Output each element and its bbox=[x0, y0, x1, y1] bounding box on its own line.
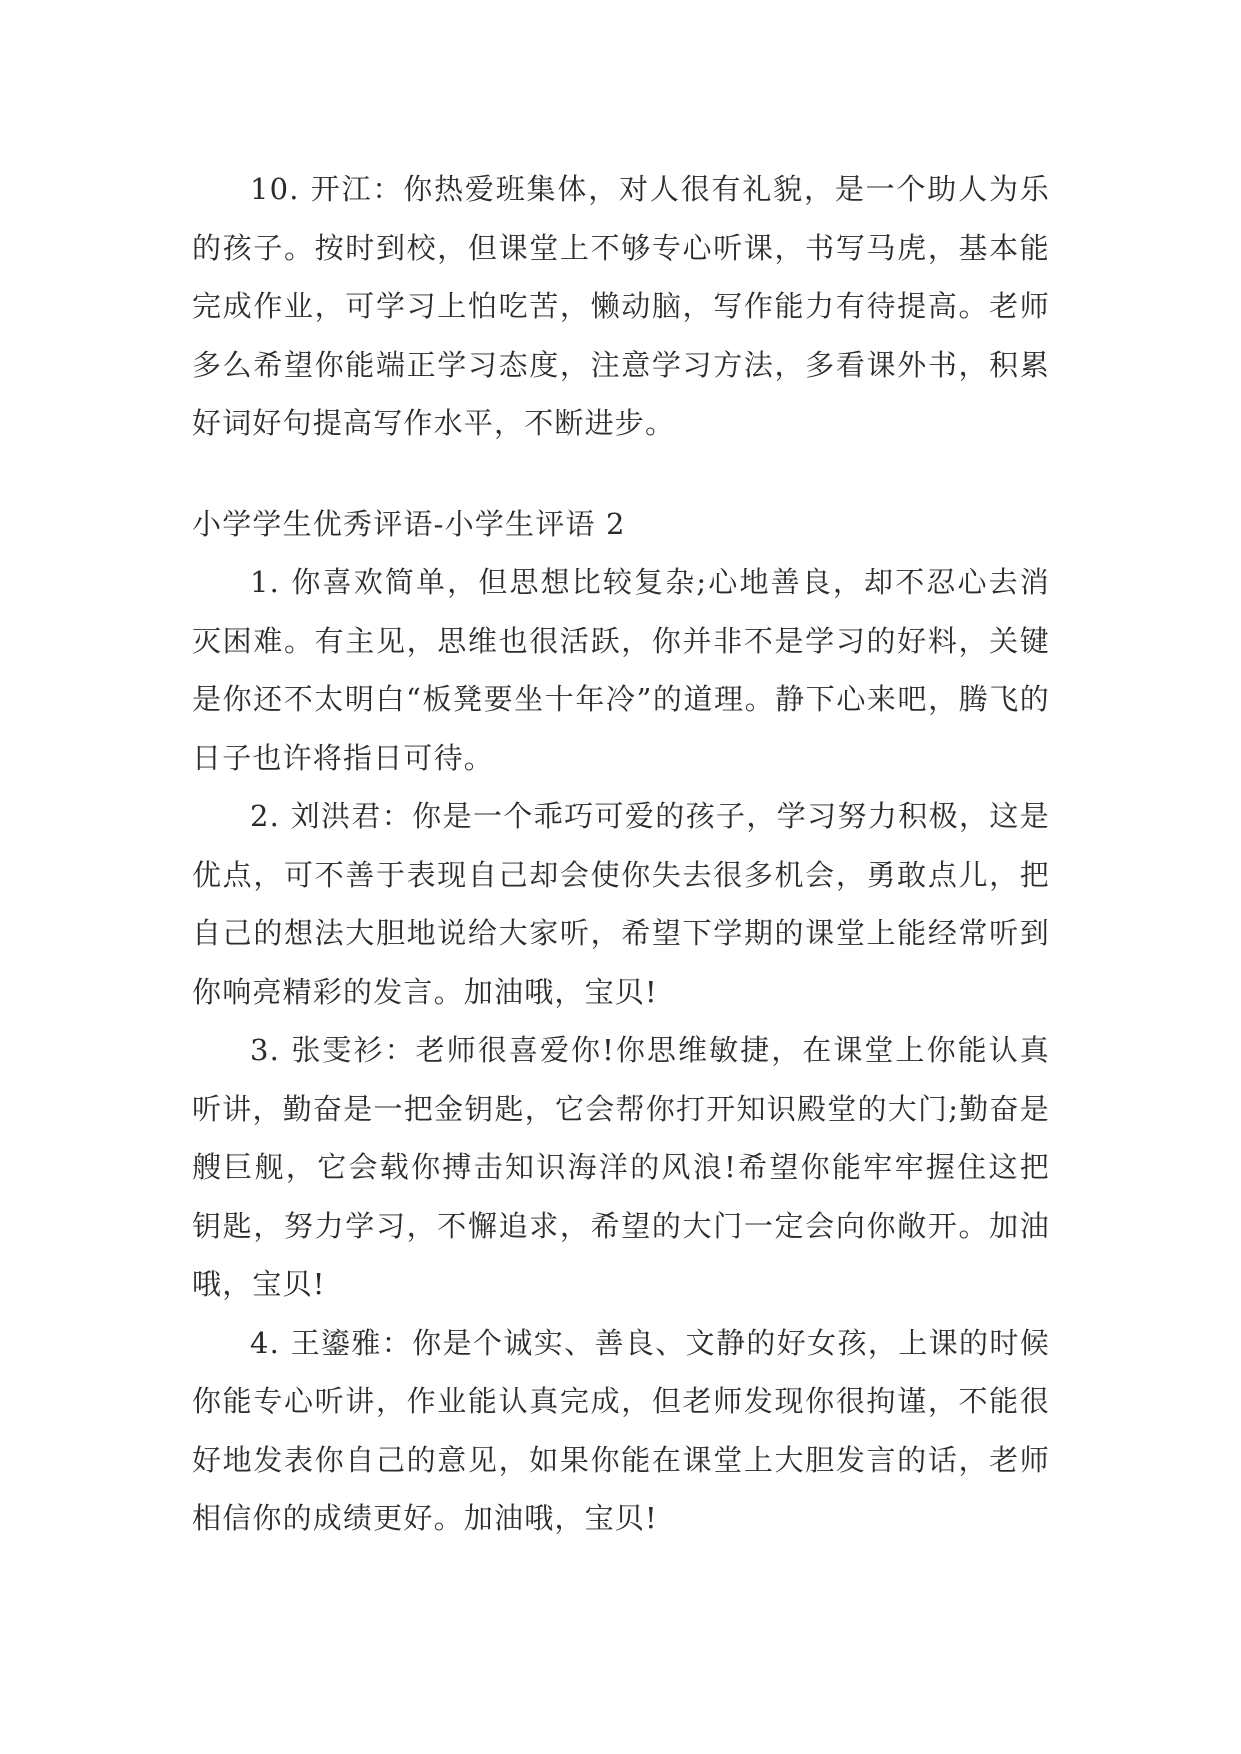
paragraph-4-wang-liuya: 4. 王鎏雅：你是个诚实、善良、文静的好女孩，上课的时候你能专心听讲，作业能认真完成，但老师发现你很拘谨，不能很好地发表你自己的意见，如果你能在课堂上大胆发言的话，老师相信你的成绩更好。加油哦，宝贝! bbox=[192, 1325, 1050, 1535]
document-page bbox=[192, 160, 1050, 1548]
section-heading: 小学学生优秀评语-小学生评语 2 bbox=[192, 506, 626, 541]
paragraph-2-liu-hongjun: 2. 刘洪君：你是一个乖巧可爱的孩子，学习努力积极，这是优点，可不善于表现自己却会使你失去很多机会，勇敢点儿，把自己的想法大胆地说给大家听，希望下学期的课堂上能经常听到你响亮精彩的发言。加油哦，宝贝! bbox=[192, 799, 1050, 1009]
paragraph-3-zhang-wenshan: 3. 张雯衫：老师很喜爱你!你思维敏捷，在课堂上你能认真听讲，勤奋是一把金钥匙，它会帮你打开知识殿堂的大门;勤奋是艘巨舰，它会载你搏击知识海洋的风浪!希望你能牢牢握住这把钥匙，努力学习，不懈追求，希望的大门一定会向你敞开。加油哦，宝贝! bbox=[192, 1033, 1050, 1301]
paragraph-10-kaijiang: 10. 开江：你热爱班集体，对人很有礼貌，是一个助人为乐的孩子。按时到校，但课堂上不够专心听课，书写马虎，基本能完成作业，可学习上怕吃苦，懒动脑，写作能力有待提高。老师多么希望你能端正学习态度，注意学习方法，多看课外书，积累好词好句提高写作水平，不断进步。 bbox=[192, 172, 1050, 440]
paragraph-1: 1. 你喜欢简单，但思想比较复杂;心地善良，却不忍心去消灭困难。有主见，思维也很活跃，你并非不是学习的好料，关键是你还不太明白“板凳要坐十年冷”的道理。静下心来吧，腾飞的日子也许将指日可待。 bbox=[192, 565, 1050, 775]
